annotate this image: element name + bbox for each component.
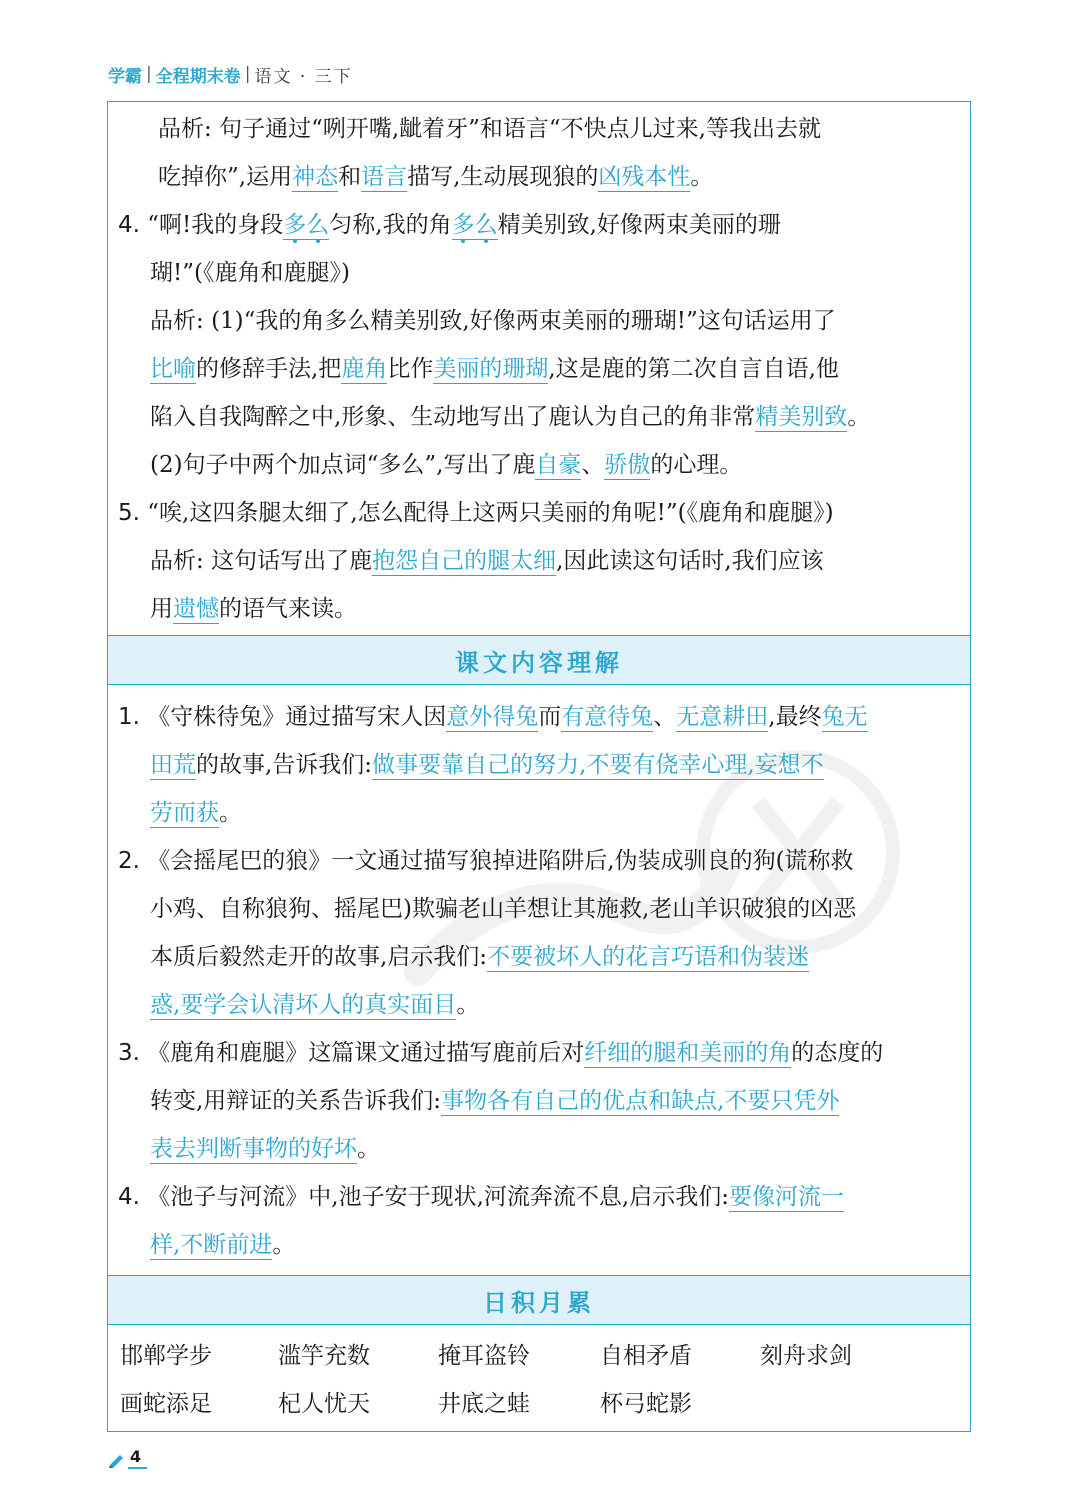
- comprehension-item-1: [118, 693, 868, 741]
- text-run: 。: [272, 1232, 296, 1258]
- comprehension-item-4: [118, 1173, 844, 1221]
- text-run: ,最终: [768, 704, 822, 730]
- answer-blank: 纤细的腿和美丽的角: [584, 1040, 792, 1066]
- analysis-text: 句子通过“咧开嘴,龇着牙”和语言“不快点儿过来,等我出去就: [219, 116, 821, 142]
- answer-blank: 要像河流一: [728, 1184, 844, 1210]
- idiom-item: 杯弓蛇影: [600, 1391, 692, 1417]
- analysis-label: 品析:: [158, 116, 212, 142]
- analysis-text: (1)“我的角多么精美别致,好像两束美丽的珊瑚!”这句话运用了: [211, 308, 836, 334]
- idiom-item: 自相矛盾: [600, 1343, 692, 1369]
- analysis-line: [158, 105, 821, 153]
- text-run: 和: [338, 164, 362, 190]
- analysis-line: [150, 297, 836, 345]
- answer-blank: 劳而获: [150, 800, 219, 826]
- answer-blank: 无意耕田: [676, 704, 769, 730]
- text-run: 、: [653, 704, 677, 730]
- comprehension-item-3: [118, 1029, 883, 1077]
- answer-blank: 田荒: [150, 752, 196, 778]
- answer-blank: 意外得兔: [446, 704, 539, 730]
- idiom-item: 邯郸学步: [120, 1343, 212, 1369]
- answer-blank: 自豪: [535, 452, 582, 478]
- item-number: 1.: [118, 704, 140, 730]
- text-run: 用: [150, 596, 173, 622]
- text-run: ,因此读这句话时,我们应该: [556, 548, 824, 574]
- answer-blank: 事物各有自己的优点和缺点,不要只凭外: [441, 1088, 840, 1114]
- text-run: 的态度的: [791, 1040, 884, 1066]
- text-run: 。: [456, 992, 480, 1018]
- item-number: 2.: [118, 848, 140, 874]
- sentence-item-4: [118, 201, 781, 249]
- analysis-label: 品析:: [150, 548, 204, 574]
- dotted-word: 多: [451, 212, 475, 238]
- idiom-item: 井底之蛙: [438, 1391, 530, 1417]
- text-run: 《鹿角和鹿腿》这篇课文通过描写鹿前后对: [147, 1040, 585, 1066]
- answer-blank: 表去判断事物的好坏: [150, 1136, 357, 1162]
- answer-blank: 骄傲: [604, 452, 651, 478]
- text-run: 、: [581, 452, 605, 478]
- text-run: 《会摇尾巴的狼》一文通过描写狼掉进陷阱后,伪装成驯良的狗(谎称救: [147, 848, 854, 874]
- content-frame: [107, 101, 971, 1432]
- answer-blank: 样,不断前进: [150, 1232, 273, 1258]
- text-run: 的心理。: [650, 452, 743, 478]
- sentence-line: [150, 249, 350, 297]
- answer-blank: 做事要靠自己的努力,不要有侥幸心理,妄想不: [372, 752, 824, 778]
- text-run: 。: [219, 800, 242, 826]
- answer-blank: 语言: [361, 164, 408, 190]
- answer-blank: 凶残本性: [598, 164, 691, 190]
- text-run: 瑚!”(《鹿角和鹿腿》): [150, 260, 350, 286]
- analysis-line: [150, 585, 357, 633]
- comprehension-line: [150, 1077, 839, 1125]
- answer-blank: 不要被坏人的花言巧语和伪装迷: [487, 944, 810, 970]
- header-separator: |: [244, 64, 251, 84]
- text-run: 吃掉你”,运用: [158, 164, 293, 190]
- idiom-item: 刻舟求剑: [760, 1343, 852, 1369]
- answer-blank: 抱怨自己的腿太细: [372, 548, 557, 574]
- text-run: “啊!我的身段: [147, 212, 284, 238]
- comprehension-line: [150, 981, 479, 1029]
- item-number: 5.: [118, 500, 140, 526]
- idiom-item: 滥竽充数: [278, 1343, 370, 1369]
- answer-blank: 比喻: [150, 356, 196, 382]
- brand-name: 学霸: [108, 66, 142, 87]
- page-footer: [108, 1447, 147, 1469]
- text-run: 本质后毅然走开的故事,启示我们:: [150, 944, 488, 970]
- analysis-line: [150, 537, 824, 585]
- text-run: ,这是鹿的第二次自言自语,他: [548, 356, 839, 382]
- text-run: 《守株待兔》通过描写宋人因: [147, 704, 447, 730]
- text-run: 。: [357, 1136, 380, 1162]
- answer-blank: 神态: [292, 164, 339, 190]
- text-run: “唉,这四条腿太细了,怎么配得上这两只美丽的角呢!”(《鹿角和鹿腿》): [147, 500, 834, 526]
- comprehension-line: [150, 1125, 380, 1173]
- comprehension-line: [150, 1221, 295, 1269]
- text-run: 而: [538, 704, 562, 730]
- sentence-item-5: [118, 489, 834, 537]
- idiom-item: 杞人忧天: [278, 1391, 370, 1417]
- answer-blank: 美丽的珊瑚: [433, 356, 549, 382]
- analysis-line: [150, 345, 839, 393]
- comprehension-line: [150, 741, 824, 789]
- answer-blank: 有意待兔: [561, 704, 654, 730]
- text-run: 陷入自我陶醉之中,形象、生动地写出了鹿认为自己的角非常: [150, 404, 756, 430]
- answer-blank: 惑,要学会认清坏人的真实面目: [150, 992, 457, 1018]
- section-title-comprehension: 课文内容理解: [108, 635, 970, 685]
- analysis-line: [150, 393, 870, 441]
- dotted-word: 么: [306, 212, 330, 238]
- text-run: 。: [847, 404, 871, 430]
- item-number: 4.: [118, 212, 140, 238]
- idiom-item: 掩耳盗铃: [438, 1343, 530, 1369]
- answer-blank: 鹿角: [341, 356, 388, 382]
- text-run: 转变,用辩证的关系告诉我们:: [150, 1088, 442, 1114]
- text-run: 精美别致,好像两束美丽的珊: [497, 212, 781, 238]
- text-run: 。: [690, 164, 714, 190]
- answer-blank: 精美别致: [755, 404, 848, 430]
- answer-blank: 兔无: [821, 704, 868, 730]
- text-run: 比作: [387, 356, 434, 382]
- answer-blank: 遗憾: [173, 596, 219, 622]
- text-run: 的修辞手法,把: [196, 356, 342, 382]
- header-separator: |: [146, 64, 152, 84]
- comprehension-item-2: [118, 837, 854, 885]
- text-run: 小鸡、自称狼狗、摇尾巴)欺骗老山羊想让其施救,老山羊识破狼的凶恶: [150, 896, 857, 922]
- comprehension-line: [150, 933, 809, 981]
- dotted-word: 多: [283, 212, 307, 238]
- text-run: (2)句子中两个加点词“多么”,写出了鹿: [150, 452, 536, 478]
- idiom-item: 画蛇添足: [120, 1391, 212, 1417]
- page-number: 4: [128, 1447, 147, 1469]
- subject-label: 语文 · 三下: [254, 66, 353, 87]
- item-number: 3.: [118, 1040, 140, 1066]
- item-number: 4.: [118, 1184, 140, 1210]
- dotted-word: 么: [474, 212, 498, 238]
- pencil-icon: [108, 1451, 126, 1469]
- analysis-label: 品析:: [150, 308, 204, 334]
- text-run: 描写,生动展现狼的: [407, 164, 599, 190]
- text-run: 《池子与河流》中,池子安于现状,河流奔流不息,启示我们:: [147, 1184, 729, 1210]
- analysis-line: [150, 441, 742, 489]
- page-header: [108, 60, 353, 88]
- comprehension-line: [150, 789, 242, 837]
- comprehension-line: [150, 885, 856, 933]
- text-run: 这句话写出了鹿: [211, 548, 373, 574]
- series-name: 全程期末卷: [155, 66, 241, 87]
- text-run: 匀称,我的角: [329, 212, 452, 238]
- analysis-line: [158, 153, 713, 201]
- text-run: 的语气来读。: [219, 596, 357, 622]
- section-title-idioms: 日积月累: [108, 1275, 970, 1325]
- text-run: 的故事,告诉我们:: [196, 752, 373, 778]
